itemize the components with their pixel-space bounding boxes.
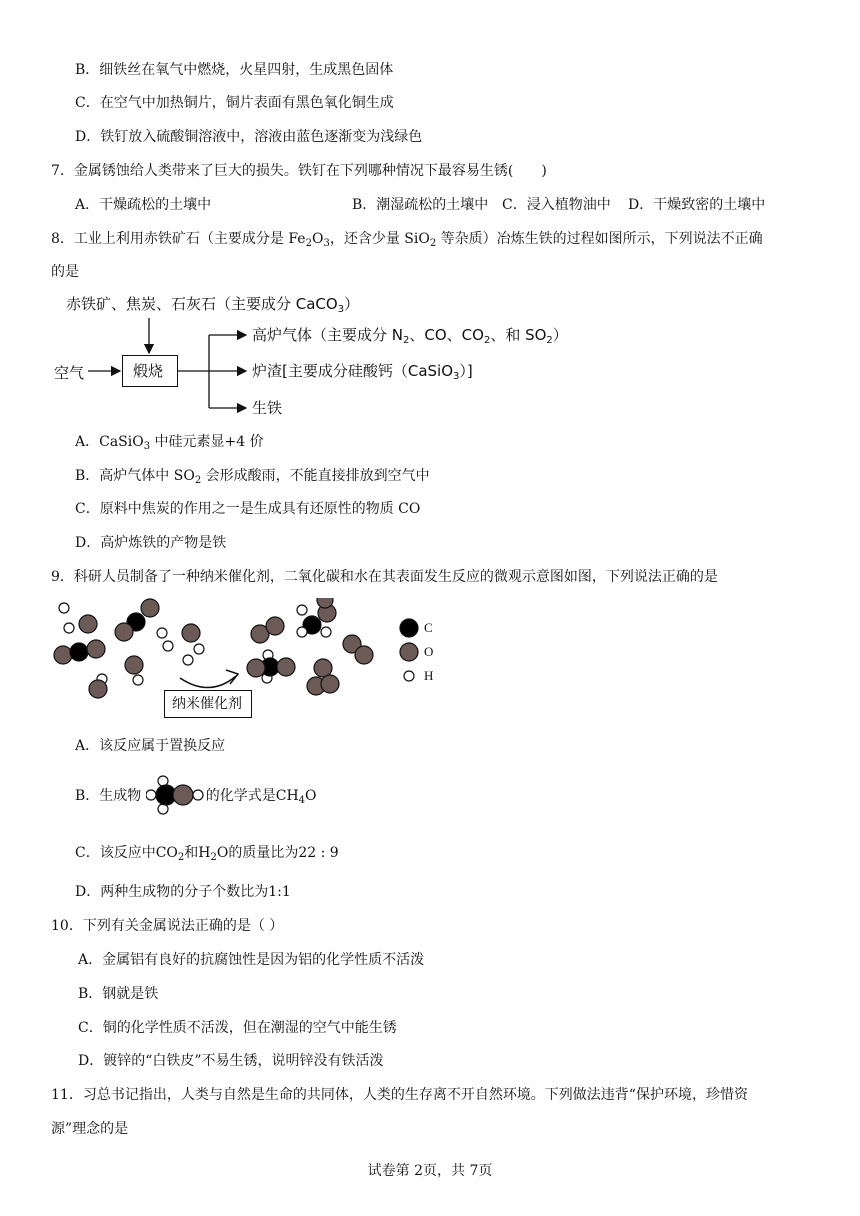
q6-option-c: C．在空气中加热铜片，铜片表面有黑色氧化铜生成 [75, 95, 394, 111]
q9-stem: 9．科研人员制备了一种纳米催化剂，二氧化碳和水在其表面发生反应的微观示意图如图，下列说法正确的是 [51, 569, 718, 585]
q10-option-a: A．金属铝有良好的抗腐蚀性是因为铝的化学性质不活泼 [78, 952, 425, 968]
q8-stem-line1: 8．工业上利用赤铁矿石（主要成分是 $Fe_2O_3$，还含少量 SiO$_2$ 等杂质）冶炼生铁的过程如图所示，下列说法不正确 [51, 231, 763, 249]
catalyst-box [164, 690, 252, 718]
flow-output-gas: 高炉气体（主要成分 $N_2$、CO、$CO_2$、和 $SO_2$） [252, 326, 568, 346]
q7-stem: 7．金属锈蚀给人类带来了巨大的损失。铁钉在下列哪种情况下最容易生锈( ) [51, 163, 547, 179]
q10-option-c: C．铜的化学性质不活泼，但在潮湿的空气中能生锈 [78, 1020, 397, 1036]
flow-air-label: 空气 [54, 364, 85, 382]
legend-oxygen: O [424, 644, 434, 659]
q9-option-a: A．该反应属于置换反应 [75, 738, 226, 754]
flow-output-iron: 生铁 [252, 399, 283, 417]
q7-option-a: A．干燥疏松的土壤中 [75, 197, 212, 213]
legend-hydrogen: H [424, 668, 434, 683]
q10-option-b: B．钢就是铁 [78, 986, 159, 1002]
q9-option-d: D．两种生成物的分子个数比为1:1 [75, 884, 291, 900]
q8-option-d: D．高炉炼铁的产物是铁 [75, 535, 227, 551]
q7-option-c: C．浸入植物油中 [502, 197, 611, 213]
q8-option-a: A．CaSiO$_3$ 中硅元素显+4 价 [75, 434, 264, 452]
catalyst-label: 纳米催化剂 [172, 696, 242, 712]
q6-option-b: B．细铁丝在氧气中燃烧，火星四射，生成黑色固体 [75, 62, 394, 78]
q9-option-b: B．生成物 的化学式是$CH_4O$ [75, 786, 317, 806]
q8-option-b: B．高炉气体中 $SO_2$ 会形成酸雨，不能直接排放到空气中 [75, 468, 430, 486]
page-footer: 试卷第 2页，共 7页 [367, 1163, 493, 1179]
flow-process-label: 煅烧 [133, 362, 164, 380]
q10-stem: 10．下列有关金属说法正确的是（ ） [51, 918, 284, 934]
q7-option-b: B．潮湿疏松的土壤中 [352, 197, 489, 213]
q8-option-c: C．原料中焦炭的作用之一是生成具有还原性的物质 CO [75, 501, 421, 517]
flow-output-slag: 炉渣[主要成分硅酸钙（CaSiO$_3$）] [252, 362, 473, 382]
q6-option-d: D．铁钉放入硫酸铜溶液中，溶液由蓝色逐渐变为浅绿色 [75, 129, 423, 145]
q11-stem-line1: 11．习总书记指出，人类与自然是生命的共同体，人类的生存离不开自然环境。下列做法违背“保护环境，珍惜资 [51, 1087, 748, 1103]
legend-carbon: C [424, 620, 433, 635]
q8-stem-line2: 的是 [51, 264, 79, 280]
methanol-molecule-icon [146, 775, 206, 815]
q7-option-d: D．干燥致密的土壤中 [628, 197, 766, 213]
q10-option-d: D．镀锌的“白铁皮”不易生锈，说明锌没有铁活泼 [78, 1053, 384, 1069]
q9-option-c: C．该反应中$CO_2$和$H_2O$的质量比为22 : 9 [75, 845, 339, 863]
q11-stem-line2: 源”理念的是 [51, 1121, 129, 1137]
flow-raw-materials: 赤铁矿、焦炭、石灰石（主要成分 CaCO$_3$） [66, 295, 360, 315]
